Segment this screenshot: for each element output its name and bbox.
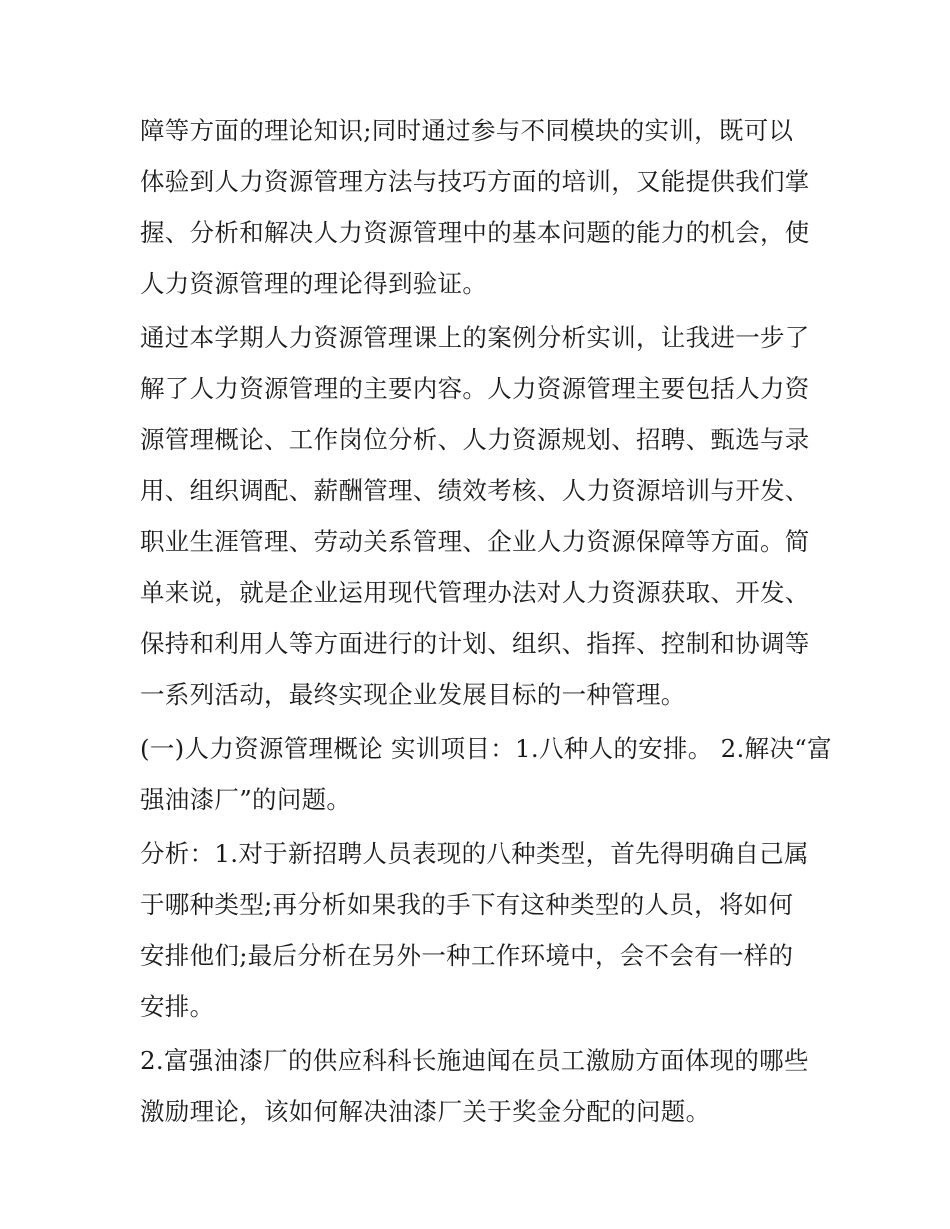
text-line: 一系列活动，最终实现企业发展目标的一种管理。	[140, 680, 686, 709]
text-line: 职业生涯管理、劳动关系管理、企业人力资源保障等方面。简	[140, 527, 810, 556]
text-line: 体验到人力资源管理方法与技巧方面的培训，又能提供我们掌	[140, 167, 810, 196]
text-line: 人力资源管理的理论得到验证。	[140, 269, 488, 298]
paragraph-analysis-1	[140, 828, 815, 1032]
text-line: 安排他们;最后分析在另外一种工作环境中，会不会有一样的	[140, 941, 794, 970]
text-line: 解了人力资源管理的主要内容。人力资源管理主要包括人力资	[140, 374, 810, 403]
text-line: 保持和利用人等方面进行的计划、组织、指挥、控制和协调等	[140, 629, 810, 658]
text-line: 安排。	[140, 992, 215, 1021]
text-line: 2.富强油漆厂的供应科科长施迪闻在员工激励方面体现的哪些	[140, 1046, 809, 1075]
text-line: (一)人力资源管理概论 实训项目：1.八种人的安排。 2.解决“富	[140, 734, 832, 763]
text-line: 源管理概论、工作岗位分析、人力资源规划、招聘、甄选与录	[140, 425, 810, 454]
text-line: 障等方面的理论知识;同时通过参与不同模块的实训，既可以	[140, 116, 794, 145]
document-body	[140, 105, 832, 1137]
paragraph-analysis-2	[140, 1035, 815, 1137]
paragraph-hrm-content	[140, 312, 815, 720]
text-line: 用、组织调配、薪酬管理、绩效考核、人力资源培训与开发、	[140, 476, 810, 505]
text-line: 激励理论，该如何解决油漆厂关于奖金分配的问题。	[140, 1097, 711, 1126]
text-line: 分析：1.对于新招聘人员表现的八种类型，首先得明确自己属	[140, 839, 809, 868]
text-line: 单来说，就是企业运用现代管理办法对人力资源获取、开发、	[140, 578, 810, 607]
text-line: 于哪种类型;再分析如果我的手下有这种类型的人员，将如何	[140, 890, 794, 919]
paragraph-training-overview	[140, 105, 815, 309]
text-line: 通过本学期人力资源管理课上的案例分析实训，让我进一步了	[140, 323, 810, 352]
paragraph-training-item-heading	[140, 723, 832, 825]
text-line: 握、分析和解决人力资源管理中的基本问题的能力的机会，使	[140, 218, 810, 247]
text-line: 强油漆厂”的问题。	[140, 785, 352, 814]
